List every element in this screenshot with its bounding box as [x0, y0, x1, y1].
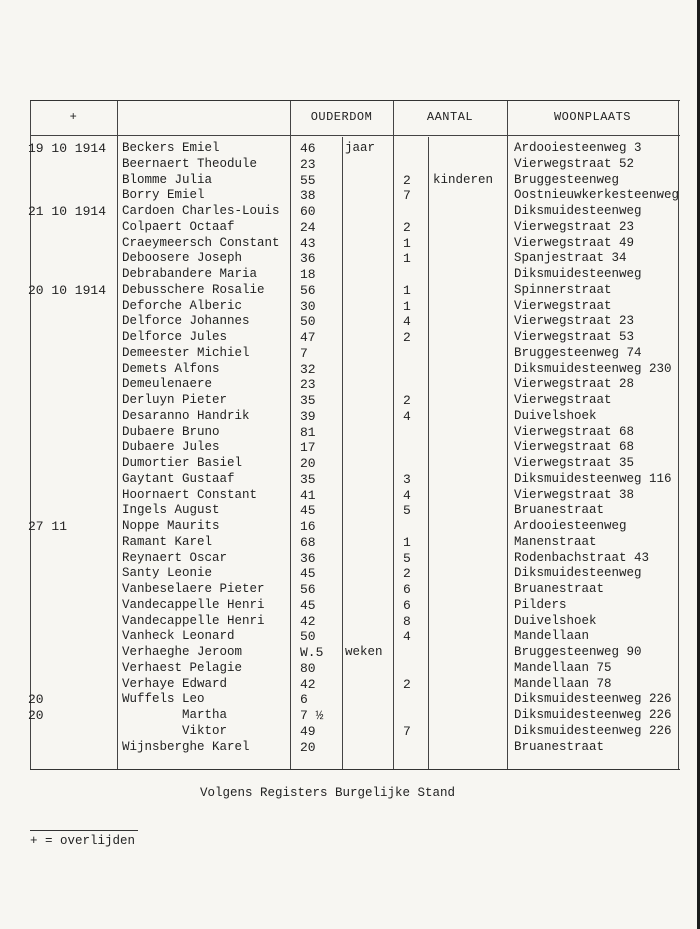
age-value: 17: [300, 440, 316, 456]
person-name: Gaytant Gustaaf: [122, 471, 235, 486]
person-name: Dumortier Basiel: [122, 456, 243, 470]
table-row: [30, 362, 680, 378]
table-row: [30, 677, 680, 693]
table-row: [30, 220, 680, 236]
table-row: [30, 299, 680, 315]
age-value: 60: [300, 204, 316, 219]
death-date: 27 11: [28, 519, 68, 534]
count-value: 7: [403, 188, 411, 204]
person-name: Deforche Alberic: [122, 298, 243, 313]
age-value: 56: [300, 582, 316, 597]
residence: Vierwegstraat 53: [514, 330, 635, 344]
residence: Diksmuidesteenweg 226: [514, 692, 672, 707]
residence: Vierwegstraat 52: [514, 156, 635, 171]
person-name: Debusschere Rosalie: [122, 282, 265, 297]
table-row: [30, 503, 680, 519]
person-name: Ingels August: [122, 503, 220, 518]
table-row: [30, 283, 680, 299]
age-value: 20: [300, 739, 316, 755]
count-value: 1: [403, 282, 411, 298]
count-value: 1: [403, 251, 411, 267]
residence: Diksmuidesteenweg: [514, 204, 642, 218]
table-row: [30, 425, 680, 441]
residence: Vierwegstraat 49: [514, 235, 635, 250]
count-value: 5: [403, 550, 411, 566]
age-value: 45: [300, 597, 316, 613]
death-date: 21 10 1914: [28, 204, 107, 219]
residence: Mandellaan: [514, 629, 590, 644]
residence: Duivelshoek: [514, 408, 597, 423]
age-value: 23: [300, 377, 316, 393]
table-row: [30, 157, 680, 173]
age-value: 50: [300, 629, 316, 645]
table-row: [30, 377, 680, 393]
person-name: Ramant Karel: [122, 534, 213, 549]
table-row: [30, 535, 680, 551]
person-name: Derluyn Pieter: [122, 393, 228, 407]
header-age: OUDERDOM: [310, 110, 373, 124]
table-row: [30, 614, 680, 630]
table-body: [30, 141, 680, 755]
death-date: 20 10 1914: [28, 282, 107, 298]
count-value: 1: [403, 298, 411, 314]
residence: Bruggesteenweg 90: [514, 645, 642, 659]
residence: Vierwegstraat: [514, 298, 612, 313]
table-row: [30, 267, 680, 283]
table-row: [30, 393, 680, 409]
age-value: 36: [300, 251, 316, 267]
person-name: Noppe Maurits: [122, 519, 220, 533]
person-name: Santy Leonie: [122, 566, 213, 581]
count-value: 2: [403, 393, 411, 408]
age-value: 56: [300, 282, 316, 298]
person-name: Dubaere Bruno: [122, 424, 220, 439]
age-value: 24: [300, 219, 316, 235]
table-row: [30, 440, 680, 456]
count-value: 4: [403, 629, 411, 645]
residence: Diksmuidesteenweg 226: [514, 708, 672, 722]
table-row: [30, 409, 680, 425]
age-value: 39: [300, 408, 316, 424]
count-value: 6: [403, 582, 411, 597]
count-value: 2: [403, 676, 411, 692]
age-value: 55: [300, 172, 316, 188]
age-value: 43: [300, 235, 316, 251]
age-value: 30: [300, 298, 316, 314]
age-value: 42: [300, 613, 316, 629]
table-row: [30, 551, 680, 567]
count-value: 2: [403, 172, 411, 188]
register-table: [30, 100, 680, 770]
count-value: 4: [403, 408, 411, 424]
death-date: 19 10 1914: [28, 141, 107, 156]
person-name: Craeymeersch Constant: [122, 235, 280, 250]
person-name: Beernaert Theodule: [122, 156, 258, 171]
age-value: 23: [300, 156, 316, 172]
age-value: 49: [300, 723, 316, 739]
age-value: 35: [300, 471, 316, 487]
death-date: 20: [28, 692, 44, 708]
person-name: Viktor: [182, 723, 228, 738]
residence: Spanjestraat 34: [514, 251, 627, 266]
residence: Duivelshoek: [514, 613, 597, 628]
footnote: + = overlijden: [30, 834, 136, 848]
death-date: 20: [28, 708, 44, 723]
residence: Bruggesteenweg 74: [514, 345, 642, 360]
residence: Ardooiesteenweg 3: [514, 141, 642, 155]
count-value: 6: [403, 597, 411, 613]
person-name: Wuffels Leo: [122, 692, 205, 707]
table-row: [30, 724, 680, 740]
age-unit: weken: [345, 645, 383, 659]
residence: Vierwegstraat 68: [514, 424, 635, 439]
residence: Vierwegstraat 35: [514, 456, 635, 470]
residence: Bruanestraat: [514, 582, 605, 596]
count-value: 3: [403, 471, 411, 487]
table-row: [30, 314, 680, 330]
age-value: 46: [300, 141, 316, 156]
header-death: +: [69, 110, 78, 124]
table-row: [30, 188, 680, 204]
age-value: 45: [300, 566, 316, 582]
age-value: 7 ½: [300, 708, 324, 723]
residence: Mandellaan 78: [514, 676, 612, 691]
person-name: Delforce Johannes: [122, 314, 250, 329]
header-residence: WOONPLAATS: [553, 110, 631, 124]
person-name: Delforce Jules: [122, 330, 228, 344]
residence: Spinnerstraat: [514, 282, 612, 297]
person-name: Reynaert Oscar: [122, 550, 228, 565]
count-value: 7: [403, 723, 411, 739]
residence: Diksmuidesteenweg: [514, 566, 642, 581]
age-value: 18: [300, 267, 316, 282]
residence: Rodenbachstraat 43: [514, 550, 650, 565]
residence: Vierwegstraat 68: [514, 440, 635, 455]
residence: Manenstraat: [514, 534, 597, 549]
table-row: [30, 236, 680, 252]
person-name: Verhaeghe Jeroom: [122, 645, 243, 659]
age-value: 35: [300, 393, 316, 408]
table-row: [30, 645, 680, 661]
person-name: Martha: [182, 708, 228, 722]
residence: Pilders: [514, 597, 567, 612]
residence: Vierwegstraat: [514, 393, 612, 407]
count-value: 8: [403, 613, 411, 629]
age-value: 16: [300, 519, 316, 534]
person-name: Deboosere Joseph: [122, 251, 243, 266]
table-row: [30, 582, 680, 598]
residence: Vierwegstraat 23: [514, 219, 635, 234]
person-name: Debrabandere Maria: [122, 267, 258, 281]
table-row: [30, 488, 680, 504]
table-row: [30, 566, 680, 582]
count-value: 4: [403, 314, 411, 330]
person-name: Vandecappelle Henri: [122, 613, 265, 628]
table-row: [30, 251, 680, 267]
person-name: Demets Alfons: [122, 361, 220, 376]
age-value: 81: [300, 424, 316, 440]
age-value: W.5: [300, 645, 324, 660]
residence: Vierwegstraat 23: [514, 314, 635, 329]
table-row: [30, 346, 680, 362]
age-value: 47: [300, 330, 316, 345]
header-rule: [30, 135, 680, 136]
residence: Vierwegstraat 38: [514, 487, 635, 502]
table-row: [30, 661, 680, 677]
table-row: [30, 141, 680, 157]
count-value: 5: [403, 503, 411, 519]
person-name: Hoornaert Constant: [122, 487, 258, 502]
residence: Bruanestraat: [514, 503, 605, 518]
age-value: 42: [300, 676, 316, 692]
residence: Bruggesteenweg: [514, 172, 620, 187]
age-value: 20: [300, 456, 316, 471]
table-row: [30, 692, 680, 708]
table-row: [30, 472, 680, 488]
count-value: 2: [403, 219, 411, 235]
count-value: 4: [403, 487, 411, 503]
count-value: 1: [403, 534, 411, 550]
count-value: 1: [403, 235, 411, 251]
residence: Oostnieuwkerkesteenweg: [514, 188, 680, 203]
person-name: Desaranno Handrik: [122, 408, 250, 423]
age-value: 68: [300, 534, 316, 550]
residence: Ardooiesteenweg: [514, 519, 627, 533]
person-name: Verhaest Pelagie: [122, 660, 243, 675]
residence: Diksmuidesteenweg 116: [514, 471, 672, 486]
table-row: [30, 740, 680, 756]
count-kind: kinderen: [433, 172, 494, 187]
person-name: Cardoen Charles-Louis: [122, 204, 280, 218]
residence: Diksmuidesteenweg 230: [514, 361, 672, 376]
person-name: Colpaert Octaaf: [122, 219, 235, 234]
residence: Diksmuidesteenweg 226: [514, 723, 672, 738]
count-value: 2: [403, 566, 411, 582]
table-row: [30, 708, 680, 724]
table-row: [30, 204, 680, 220]
footnote-rule: [30, 830, 138, 831]
age-value: 41: [300, 487, 316, 503]
person-name: Vanbeselaere Pieter: [122, 582, 265, 596]
person-name: Dubaere Jules: [122, 440, 220, 455]
person-name: Blomme Julia: [122, 172, 213, 187]
table-row: [30, 519, 680, 535]
residence: Vierwegstraat 28: [514, 377, 635, 392]
age-value: 50: [300, 314, 316, 330]
age-unit: jaar: [345, 141, 376, 155]
person-name: Beckers Emiel: [122, 141, 220, 155]
person-name: Wijnsberghe Karel: [122, 739, 250, 754]
age-value: 38: [300, 188, 316, 204]
source-note: Volgens Registers Burgelijke Stand: [200, 786, 456, 800]
person-name: Vanheck Leonard: [122, 629, 235, 644]
age-value: 80: [300, 660, 316, 676]
residence: Bruanestraat: [514, 739, 605, 754]
table-row: [30, 173, 680, 189]
age-value: 32: [300, 361, 316, 377]
count-value: 2: [403, 330, 411, 345]
person-name: Vandecappelle Henri: [122, 597, 265, 612]
age-value: 6: [300, 692, 308, 708]
table-row: [30, 330, 680, 346]
person-name: Verhaye Edward: [122, 676, 228, 691]
age-value: 7: [300, 345, 308, 361]
table-row: [30, 598, 680, 614]
person-name: Borry Emiel: [122, 188, 205, 203]
person-name: Demeester Michiel: [122, 345, 250, 360]
table-row: [30, 456, 680, 472]
header-count: AANTAL: [426, 110, 474, 124]
person-name: Demeulenaere: [122, 377, 213, 392]
age-value: 36: [300, 550, 316, 566]
residence: Diksmuidesteenweg: [514, 267, 642, 281]
residence: Mandellaan 75: [514, 660, 612, 675]
age-value: 45: [300, 503, 316, 519]
table-row: [30, 629, 680, 645]
